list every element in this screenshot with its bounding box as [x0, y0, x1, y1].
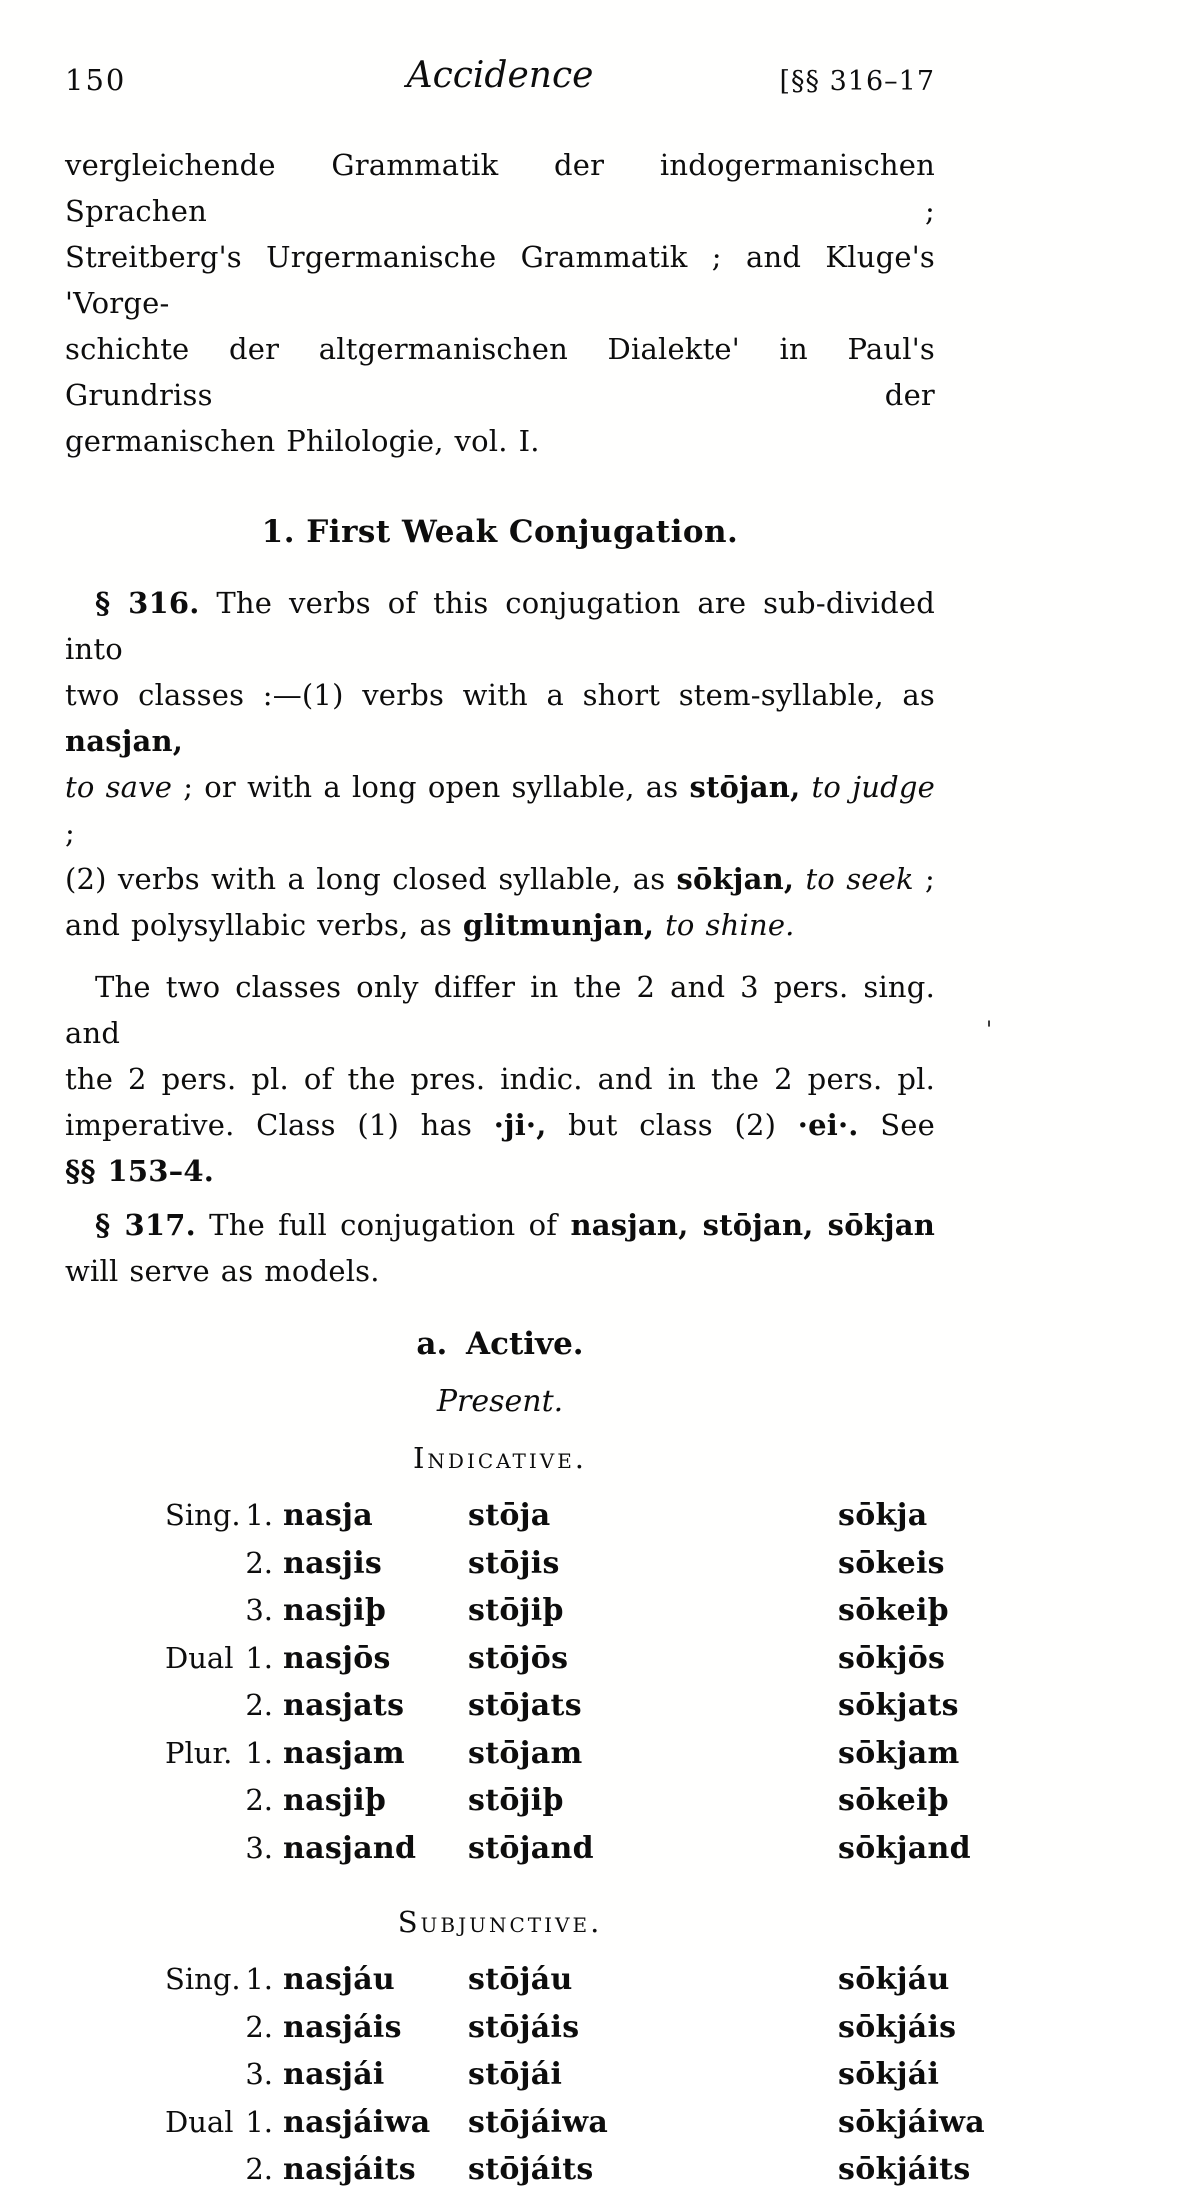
text-run: nasjan, stōjan, sōkjan — [570, 1208, 935, 1242]
conjugation-row — [165, 1682, 959, 1730]
text-run: The full conjugation of — [195, 1208, 571, 1242]
person-number: 1. — [245, 2104, 273, 2139]
verb-form: stōjáits — [468, 2152, 594, 2187]
text-line — [65, 1202, 935, 1248]
text-run: the 2 pers. pl. of the pres. indic. and in the 2 pers. pl. — [65, 1062, 935, 1096]
conjugation-row — [165, 2146, 971, 2194]
text-run: ·ei·. — [797, 1108, 859, 1142]
verb-form: stōjiþ — [468, 1593, 564, 1628]
person-number: 2. — [245, 2009, 273, 2044]
text-run: but class (2) — [546, 1108, 798, 1142]
text-run: to judge — [811, 770, 936, 804]
text-run: See — [858, 1108, 935, 1142]
text-run — [794, 862, 805, 896]
text-run: Streitberg's Urgermanische Grammatik ; and Kluge's 'Vorge- — [65, 240, 935, 320]
verb-form: stōjam — [468, 1735, 583, 1771]
text-line — [65, 856, 935, 902]
text-run: sōkjan, — [676, 862, 795, 896]
conjugation-row — [165, 1825, 971, 1873]
text-run: nasjan, — [65, 724, 184, 758]
verb-form: nasjáiwa — [283, 2104, 431, 2140]
text-run: two classes :—(1) verbs with a short stem-syllable, as — [65, 678, 935, 712]
text-line — [65, 326, 935, 418]
text-line — [65, 902, 935, 948]
page-header — [65, 55, 935, 102]
verb-form: sōkeiþ — [838, 1593, 949, 1628]
verb-form: sōkja — [838, 1498, 928, 1533]
verb-form: sōkeis — [838, 1545, 945, 1581]
verb-form: stōjis — [468, 1545, 560, 1581]
indicative-table — [165, 1492, 971, 1872]
text-run: § 317. — [95, 1208, 196, 1242]
active-heading: a. Active. — [416, 1326, 584, 1362]
paragraph-classes-note — [65, 964, 935, 1194]
verb-form: stōjōs — [468, 1640, 569, 1676]
row-number-label: Dual — [165, 1640, 234, 1675]
row-number-label — [165, 2004, 235, 2052]
text-run: ; — [913, 862, 936, 896]
row-number-label — [165, 2051, 235, 2099]
text-line — [65, 1102, 935, 1148]
row-number-label — [165, 1540, 235, 1588]
text-run: ; or with a long open syllable, as — [172, 770, 690, 804]
paragraph-references — [65, 142, 935, 464]
person-number: 2. — [245, 1783, 273, 1817]
text-line — [65, 764, 935, 856]
text-run: to save — [65, 770, 173, 804]
text-run: stōjan, — [689, 770, 801, 804]
subjunctive-table — [165, 1956, 986, 2194]
verb-form: stōjand — [468, 1830, 594, 1866]
verb-form: sōkjái — [838, 2057, 940, 2092]
text-run: ·ji·, — [493, 1108, 547, 1142]
verb-form: nasjōs — [283, 1640, 391, 1676]
text-run: schichte der altgermanischen Dialekte' in Paul's Grundriss der — [65, 332, 935, 412]
paragraph-316 — [65, 580, 935, 948]
verb-form: sōkjáits — [838, 2152, 971, 2187]
verb-form: nasjáu — [283, 1962, 396, 1997]
person-number: 1. — [245, 1640, 273, 1675]
page-number: 150 — [65, 63, 127, 97]
conjugation-row — [165, 1730, 960, 1778]
tense-heading: Present. — [436, 1384, 564, 1419]
verb-form: stōjáu — [468, 1962, 573, 1997]
text-run: glitmunjan, — [462, 908, 655, 942]
text-run: The verbs of this conjugation are sub-divided into — [65, 586, 936, 666]
text-run: ; — [65, 816, 75, 850]
indicative-heading: Indicative. — [412, 1441, 588, 1475]
conjugation-row — [165, 1587, 949, 1635]
text-run: will serve as models. — [65, 1254, 380, 1288]
verb-form: sōkjand — [838, 1830, 971, 1866]
text-run: The two classes only differ in the 2 and 3 pers. sing. and — [65, 970, 935, 1050]
person-number: 1. — [245, 1735, 273, 1770]
person-number: 2. — [245, 1688, 273, 1722]
scan-speck: ' — [986, 1018, 993, 1043]
person-number: 3. — [245, 2057, 273, 2091]
verb-form: nasjand — [283, 1830, 417, 1866]
person-number: 2. — [245, 2152, 273, 2186]
text-line — [65, 964, 935, 1056]
verb-form: sōkjōs — [838, 1640, 946, 1676]
section-range: [§§ 316–17 — [779, 66, 935, 97]
text-run — [800, 770, 811, 804]
verb-form: nasjáis — [283, 2009, 402, 2045]
verb-form: stōja — [468, 1498, 551, 1533]
person-number: 3. — [245, 1830, 273, 1865]
conjugation-row — [165, 1777, 949, 1825]
person-number: 1. — [245, 1498, 273, 1532]
conjugation-row — [165, 1635, 946, 1683]
paragraph-317 — [65, 1202, 935, 1294]
verb-form: stōjats — [468, 1688, 582, 1723]
text-run: and polysyllabic verbs, as — [65, 908, 463, 942]
text-line — [65, 1148, 935, 1194]
verb-form: stōjáiwa — [468, 2104, 609, 2140]
row-number-label — [165, 1777, 235, 1825]
verb-form: sōkjáis — [838, 2009, 957, 2045]
row-number-label — [165, 1682, 235, 1730]
person-number: 2. — [245, 1545, 273, 1580]
subjunctive-heading: Subjunctive. — [397, 1905, 603, 1939]
text-line — [65, 1056, 935, 1102]
verb-form: sōkjats — [838, 1688, 959, 1723]
person-number: 1. — [245, 1962, 273, 1996]
running-title: Accidence — [406, 55, 594, 96]
text-run: imperative. Class (1) has — [65, 1108, 494, 1142]
text-run: § 316. — [95, 586, 200, 620]
verb-form: nasjats — [283, 1688, 405, 1723]
verb-form: stōjáis — [468, 2009, 580, 2045]
text-run: (2) verbs with a long closed syllable, as — [65, 862, 677, 896]
verb-form: sōkeiþ — [838, 1783, 949, 1818]
row-number-label — [165, 1825, 235, 1873]
verb-form: sōkjáiwa — [838, 2104, 986, 2140]
text-run: to seek — [805, 862, 914, 896]
text-run: to shine. — [665, 908, 795, 942]
verb-form: nasjái — [283, 2057, 385, 2092]
row-number-label — [165, 1587, 235, 1635]
verb-form: nasjam — [283, 1735, 405, 1771]
row-number-label: Sing. — [165, 1962, 241, 1996]
verb-form: nasja — [283, 1498, 373, 1533]
text-line — [65, 1248, 935, 1294]
conjugation-row — [165, 2051, 940, 2099]
text-run: §§ 153–4. — [65, 1154, 215, 1188]
verb-form: nasjis — [283, 1545, 383, 1581]
text-line — [65, 672, 935, 764]
conjugation-row — [165, 1956, 950, 2004]
verb-form: nasjáits — [283, 2152, 416, 2187]
conjugation-row — [165, 1540, 945, 1588]
verb-form: nasjiþ — [283, 1783, 387, 1818]
row-number-label: Plur. — [165, 1735, 233, 1770]
text-line — [65, 580, 935, 672]
conjugation-row — [165, 2004, 957, 2052]
row-number-label: Dual — [165, 2104, 234, 2139]
text-line — [65, 234, 935, 326]
section-heading: 1. First Weak Conjugation. — [261, 514, 739, 550]
text-run: germanischen Philologie, vol. I. — [65, 424, 540, 458]
text-run — [654, 908, 665, 942]
text-line — [65, 418, 935, 464]
verb-form: sōkjam — [838, 1735, 960, 1771]
verb-form: nasjiþ — [283, 1593, 387, 1628]
text-run: vergleichende Grammatik der indogermanischen Sprachen ; — [65, 148, 935, 228]
conjugation-row — [165, 2099, 986, 2147]
person-number: 3. — [245, 1593, 273, 1627]
text-line — [65, 142, 935, 234]
row-number-label — [165, 2146, 235, 2194]
verb-form: stōjiþ — [468, 1783, 564, 1818]
verb-form: sōkjáu — [838, 1962, 950, 1997]
row-number-label: Sing. — [165, 1498, 241, 1532]
conjugation-row — [165, 1492, 935, 1540]
verb-form: stōjái — [468, 2057, 563, 2092]
